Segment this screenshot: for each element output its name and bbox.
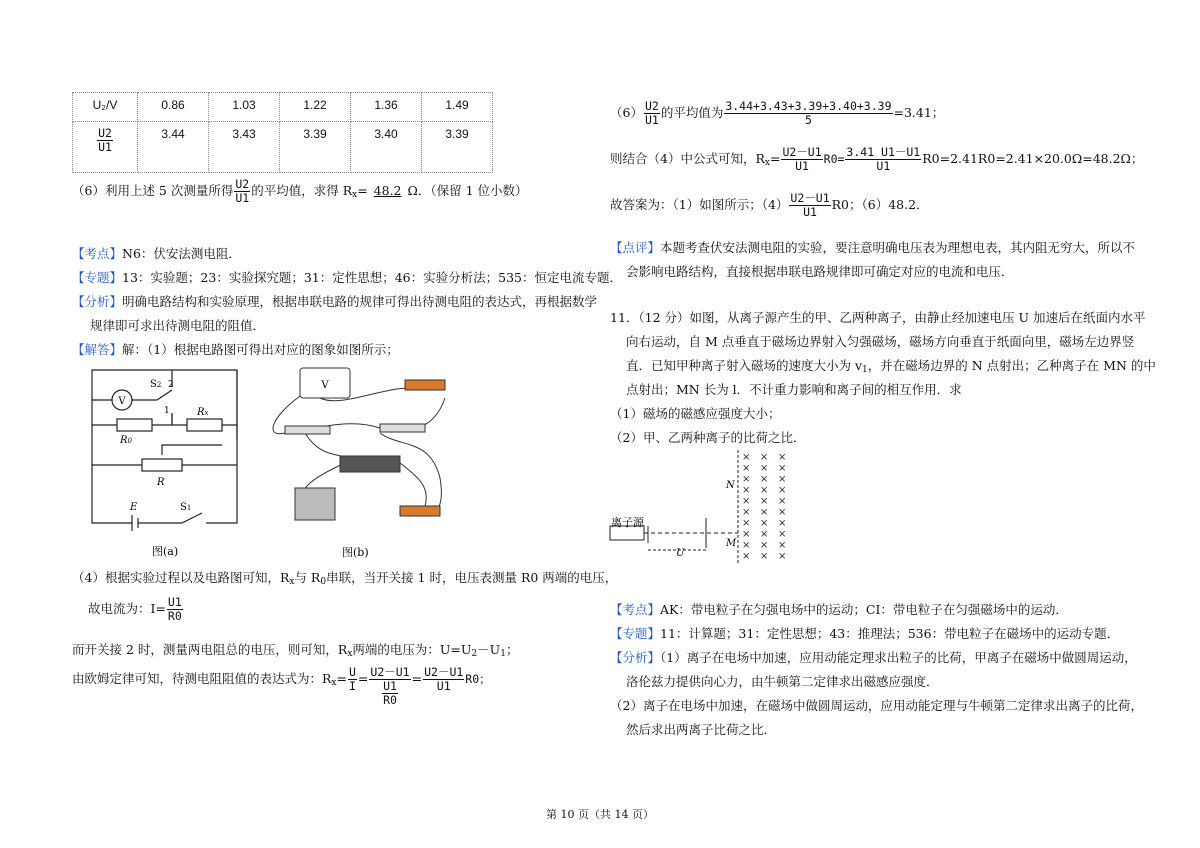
text: =: [357, 183, 368, 198]
battery-device: [295, 488, 335, 520]
fraction-numerator: U2－U1: [782, 145, 822, 159]
resistor-device: [285, 426, 330, 434]
fraction-numerator: U2－U1: [790, 191, 830, 205]
table-head-cell: U₂/V: [73, 93, 138, 122]
fenxi-line-right-3: （2）离子在电场中加速，在磁场中做圆周运动，应用动能定理与牛顿第二定律求出离子的比荷，: [610, 698, 1143, 713]
text: 直．已知甲种离子射入磁场的速度大小为 v: [626, 358, 863, 373]
fraction-numerator: 3.44+3.43+3.39+3.40+3.39: [725, 99, 892, 113]
fenxi-line-right-4: 然后求出两离子比荷之比．: [626, 722, 777, 737]
magnetic-field-cross: ×: [760, 518, 769, 529]
fraction-numerator: U2－U1: [370, 665, 410, 679]
text: =: [769, 151, 781, 166]
text: R0；: [465, 672, 491, 686]
subscript: 0: [320, 577, 327, 587]
table-cell: 3.39: [280, 122, 351, 173]
q11-line-3: [626, 356, 1156, 375]
text: （4）根据实验过程以及电路图可知，R: [72, 570, 290, 585]
text: R0=2.41R0=2.41×20.0Ω=48.2Ω；: [922, 151, 1144, 166]
table-row: [73, 93, 493, 122]
magnetic-field-cross: ×: [778, 496, 787, 507]
q11-line-2: 向右运动，自 M 点垂直于磁场边界射入匀强磁场，磁场方向垂直于纸面向里，磁场左边界竖: [626, 334, 1135, 349]
text: N6：伏安法测电阻．: [122, 246, 241, 261]
text: 的平均值为: [660, 105, 724, 120]
q11-sub-a: （1）磁场的磁感应强度大小；: [610, 406, 781, 421]
text: R0=: [823, 152, 845, 166]
fraction-numerator: U1: [383, 679, 397, 693]
r0-label: R0: [120, 435, 132, 446]
kaodian-line-right: [610, 600, 1068, 618]
fraction-denominator: R0: [383, 693, 397, 707]
fenxi-line-right: [610, 648, 1137, 666]
fraction-denominator: U1: [235, 191, 250, 205]
n-point-label: N: [726, 480, 735, 491]
subscript: x: [764, 158, 770, 168]
section-tag: 【分析】: [610, 651, 661, 665]
magnetic-field-cross: ×: [760, 551, 769, 562]
text: ；: [505, 642, 519, 657]
kaodian-line: [72, 244, 241, 262]
text: （1）离子在电场中加速，应用动能定理求出粒子的比荷，甲离子在磁场中做圆周运动，: [660, 650, 1137, 665]
fraction-numerator: U2: [235, 177, 250, 191]
fraction-numerator: U1: [167, 595, 182, 609]
table-cell: 0.86: [138, 93, 209, 122]
combine-formula: [610, 146, 1143, 173]
fraction-denominator: U1: [795, 159, 809, 173]
subscript: x: [331, 678, 337, 688]
ohm-formula: 由欧姆定律可知，待测电阻阻值的表达式为：$R_x=$ $\frac{U}{I}$ = $\frac{U2-U1}{\frac{U1}{R0}}$ = $\frac{U2-U1}{U1}$ R0；: [72, 665, 491, 707]
magnetic-field-cross: ×: [778, 529, 787, 540]
s2-label: S2: [150, 379, 162, 390]
text: 由欧姆定律可知，待测电阻阻值的表达式为：R: [72, 671, 332, 686]
text: －U: [477, 642, 501, 657]
text: R0；（6）48.2．: [831, 197, 929, 212]
switch2-line: [72, 640, 518, 659]
fraction-denominator: U1: [644, 113, 659, 127]
q11-line-4: 点射出；MN 长为 l．不计重力影响和离子间的相互作用．求: [626, 382, 962, 397]
text: （6）利用上述 5 次测量所得: [72, 183, 234, 198]
text: 则结合（4）中公式可知，R: [610, 151, 765, 166]
fenxi-line-2: 规律即可求出待测电阻的阻值．: [90, 318, 266, 333]
table-row: [73, 122, 493, 173]
magnetic-field-cross: ×: [742, 474, 751, 485]
text: 而开关接 2 时，测量两电阻总的电压，则可知，R: [72, 642, 348, 657]
switch-pos-1: 1: [164, 406, 170, 416]
s1-label: S1: [180, 502, 192, 513]
page-footer: 第 10 页（共 14 页）: [546, 808, 654, 821]
table-cell: 1.36: [351, 93, 422, 122]
magnetic-field-cross: ×: [742, 507, 751, 518]
fraction-denominator: U1: [436, 679, 451, 693]
magnetic-field-cross: ×: [778, 485, 787, 496]
subscript: 1: [500, 649, 506, 659]
subscript: 2: [471, 649, 478, 659]
current-formula: [88, 596, 184, 623]
magnetic-field-cross: ×: [760, 452, 769, 463]
fraction-denominator: I: [348, 679, 356, 693]
dianping-line: [610, 238, 1135, 256]
fraction-denominator: R0: [167, 609, 182, 623]
circuit-diagram-b: [260, 358, 460, 563]
magnetic-field-cross: ×: [760, 485, 769, 496]
fraction-denominator: U1: [876, 159, 891, 173]
table-head-cell: [73, 122, 138, 173]
text: 故答案为：（1）如图所示；（4）: [610, 197, 789, 212]
magnetic-field-cross: ×: [778, 474, 787, 485]
ion-source-label: 离子源: [611, 516, 644, 529]
text: （6）: [610, 105, 643, 120]
fraction-denominator: U1: [98, 140, 112, 154]
m-point-label: M: [726, 538, 737, 549]
text: ，并在磁场边界的 N 点射出；乙种离子在 MN 的中: [867, 358, 1156, 373]
zhuanti-line-right: [610, 624, 1119, 642]
answer-line: [610, 192, 929, 219]
q11-sub-b: （2）甲、乙两种离子的比荷之比．: [610, 430, 806, 445]
magnetic-field-cross: ×: [778, 551, 787, 562]
magnetic-field-cross: ×: [760, 463, 769, 474]
text: 两端的电压为：U=U: [352, 642, 472, 657]
magnetic-field-cross: ×: [760, 496, 769, 507]
subscript: x: [289, 577, 295, 587]
magnetic-field-cross: ×: [760, 540, 769, 551]
fraction-numerator: U2: [644, 99, 659, 113]
magnetic-field-cross: ×: [760, 529, 769, 540]
text: 的平均值，求得 R: [251, 183, 353, 198]
p4-line: [72, 568, 617, 587]
section-tag: 【专题】: [72, 271, 123, 285]
fraction-denominator: U1: [803, 205, 817, 219]
text: 与 R: [294, 570, 321, 585]
table-cell: 1.03: [209, 93, 280, 122]
section-tag: 【分析】: [72, 295, 123, 309]
rx-label: Rx: [197, 407, 209, 418]
zhuanti-line: [72, 268, 622, 286]
circuit-diagram-a: [72, 365, 252, 565]
subscript: 1: [862, 365, 868, 375]
voltmeter-device-label: V: [321, 380, 329, 391]
magnetic-field-cross: ×: [778, 452, 787, 463]
fraction-denominator: 5: [804, 113, 812, 127]
text: AK：带电粒子在匀强电场中的运动；CI：带电粒子在匀强磁场中的运动．: [660, 602, 1068, 617]
dianping-line-2: 会影响电路结构，直接根据串联电路规律即可确定对应的电流和电压．: [626, 264, 1014, 279]
answer-blank: 48.2: [373, 183, 402, 198]
data-table: [72, 92, 493, 173]
text: 13：实验题；23：实验探究题；31：定性思想；46：实验分析法；535：恒定电流专题．: [122, 270, 622, 285]
fenxi-line-right-2: 洛伦兹力提供向心力，由牛顿第二定律求出磁感应强度．: [626, 674, 939, 689]
figure-caption-b: 图(b): [342, 546, 369, 559]
u-label: U: [676, 548, 685, 559]
table-cell: 3.44: [138, 122, 209, 173]
switch-device: [400, 506, 440, 516]
switch-pos-2: 2: [168, 380, 174, 390]
rheostat-device: [340, 456, 400, 472]
table-cell: 3.40: [351, 122, 422, 173]
resistor-device: [380, 424, 425, 432]
text: 故电流为：I=: [88, 601, 166, 616]
magnetic-field-cross: ×: [742, 463, 751, 474]
text: 本题考查伏安法测电阻的实验，要注意明确电压表为理想电表，其内阻无穷大，所以不: [660, 240, 1136, 255]
fenxi-line: [72, 292, 597, 310]
section-tag: 【解答】: [72, 343, 123, 357]
q11-line-1: 11．（12 分）如图，从离子源产生的甲、乙两种离子，由静止经加速电压 U 加速后在纸面内水平: [610, 310, 1146, 325]
text: =3.41；: [893, 105, 945, 120]
magnetic-field-cross: ×: [760, 507, 769, 518]
magnetic-field-cross: ×: [760, 474, 769, 485]
magnetic-field-cross: ×: [742, 540, 751, 551]
voltmeter-label: V: [118, 396, 126, 407]
e-label: E: [130, 502, 138, 513]
r-label: R: [157, 477, 165, 488]
section-tag: 【点评】: [610, 241, 661, 255]
text: 解：（1）根据电路图可得出对应的图象如图所示；: [122, 342, 399, 357]
fraction-numerator: U2－U1: [424, 665, 464, 679]
text: 11：计算题；31：定性思想；43：推理法；536：带电粒子在磁场中的运动专题．: [660, 626, 1120, 641]
section-tag: 【考点】: [610, 603, 661, 617]
average-formula: [610, 100, 944, 127]
question-6-line: [72, 178, 528, 205]
table-cell: 3.39: [422, 122, 493, 173]
text: Ω．（保留 1 位小数）: [407, 183, 528, 198]
section-tag: 【考点】: [72, 247, 123, 261]
magnetic-field-cross: ×: [742, 452, 751, 463]
fraction-numerator: 3.41 U1－U1: [846, 145, 921, 159]
text: 串联，当开关接 1 时，电压表测量 R0 两端的电压，: [326, 570, 618, 585]
table-cell: 1.22: [280, 93, 351, 122]
figure-caption-a: 图(a): [152, 545, 179, 558]
magnetic-field-cross: ×: [778, 518, 787, 529]
magnetic-field-cross: ×: [742, 551, 751, 562]
magnetic-field-cross: ×: [778, 463, 787, 474]
magnetic-field-cross: ×: [742, 529, 751, 540]
table-cell: 1.49: [422, 93, 493, 122]
jieda-line: [72, 340, 399, 358]
magnetic-field-figure: [608, 448, 798, 566]
table-cell: 3.43: [209, 122, 280, 173]
text: 明确电路结构和实验原理，根据串联电路的规律可得出待测电阻的表达式，再根据数学: [122, 294, 598, 309]
text: =: [336, 671, 347, 686]
fraction-numerator: U: [348, 665, 356, 679]
magnetic-field-cross: ×: [778, 507, 787, 518]
fraction-numerator: U2: [98, 126, 112, 140]
magnetic-field-cross: ×: [742, 485, 751, 496]
magnetic-field-cross: ×: [778, 540, 787, 551]
magnetic-field-cross: ×: [742, 496, 751, 507]
subscript: x: [347, 649, 353, 659]
magnetic-field-cross: ×: [742, 518, 751, 529]
section-tag: 【专题】: [610, 627, 661, 641]
switch-device: [405, 380, 445, 390]
subscript: x: [352, 190, 358, 200]
